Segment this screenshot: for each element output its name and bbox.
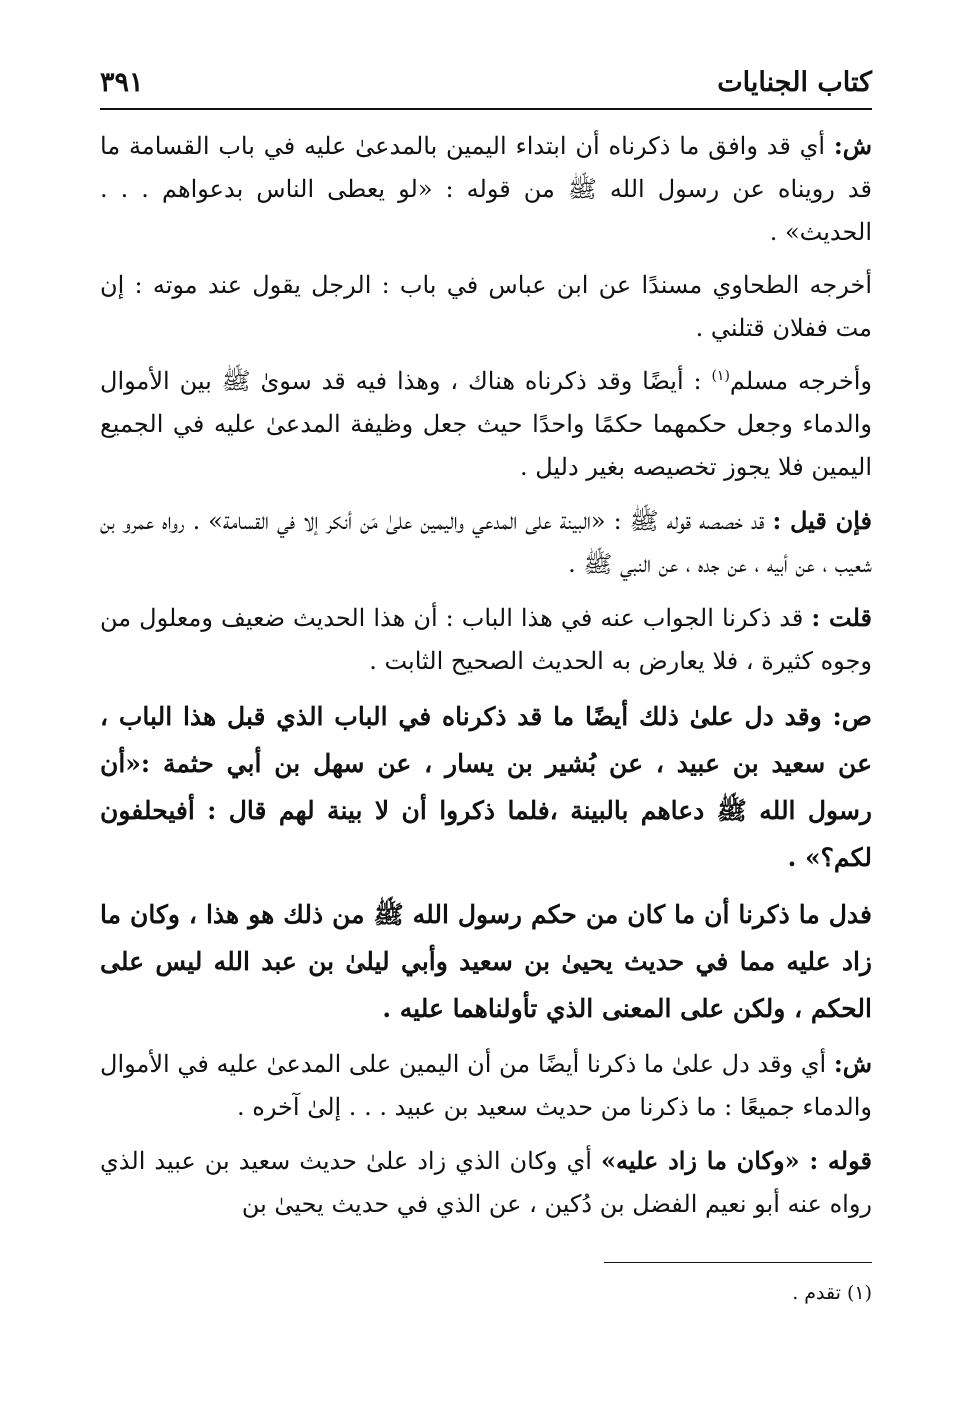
paragraph-lead: فإن قيل : — [772, 506, 872, 535]
paragraph-text: أي قد وافق ما ذكرناه أن ابتداء اليمين بالمدعىٰ عليه في باب القسامة ما قد رويناه عن رسول الله ﷺ من قوله : «لو يعطى الناس بدعواهم . . . الحديث» . — [100, 132, 872, 246]
paragraph-lead: ص: — [832, 702, 872, 731]
paragraph-reply — [100, 596, 872, 683]
paragraph-lead: قوله : «وكان ما زاد عليه» — [600, 1146, 872, 1175]
paragraph-text: وأخرجه مسلم — [729, 367, 872, 395]
paragraph-matn-2 — [100, 891, 872, 1032]
paragraph-text: أخرجه الطحاوي مسندًا عن ابن عباس في باب : الرجل يقول عند موته : إن مت ففلان قتلني . — [100, 271, 872, 342]
paragraph-text: أي وقد دل علىٰ ما ذكرنا أيضًا من أن اليمين على المدعىٰ عليه في الأموال والدماء جميعًا : ما ذكرنا من حديث سعيد بن عبيد . . . إلىٰ آخره . — [100, 1050, 872, 1121]
page-body — [100, 124, 872, 1226]
chapter-title: كتاب الجنايات — [717, 67, 872, 98]
paragraph-matn-1 — [100, 693, 872, 881]
paragraph-lead: قلت : — [811, 603, 872, 632]
footnote-rule — [604, 1262, 872, 1263]
paragraph-text: فدل ما ذكرنا أن ما كان من حكم رسول الله ﷺ من ذلك هو هذا ، وكان ما زاد عليه مما في حديث يحيىٰ بن سعيد وأبي ليلىٰ بن عبد الله ليس على الحكم ، ولكن على المعنى الذي تأولناهما عليه . — [100, 900, 872, 1023]
paragraph-qawluhu — [100, 1139, 872, 1226]
paragraph-muslim-source — [100, 360, 872, 489]
footnote-marker: (١) — [711, 368, 730, 384]
paragraph-lead: ش: — [833, 1049, 872, 1078]
paragraph-text: : أيضًا وقد ذكرناه هناك ، وهذا فيه قد سوىٰ ﷺ بين الأموال والدماء وجعل حكمهما حكمًا واحدًا حيث جعل وظيفة المدعىٰ عليه في الجميع اليمين فلا يجوز تخصيصه بغير دليل . — [100, 367, 872, 481]
paragraph-commentary-2 — [100, 1042, 872, 1129]
paragraph-text: قد ذكرنا الجواب عنه في هذا الباب : أن هذا الحديث ضعيف ومعلول من وجوه كثيرة ، فلا يعارض به الحديث الصحيح الثابت . — [100, 604, 872, 675]
paragraph-commentary-1 — [100, 124, 872, 254]
paragraph-text: وقد دل علىٰ ذلك أيضًا ما قد ذكرناه في الباب الذي قبل هذا الباب ، عن سعيد بن عبيد ، عن بُشير بن يسار ، عن سهل بن أبي حثمة :«أن رسول الله ﷺ دعاهم بالبينة ،فلما ذكروا أن لا بينة لهم قال : أفيحلفون لكم؟» . — [100, 702, 872, 872]
footnote: (١) تقدم . — [792, 1282, 872, 1304]
header-rule — [100, 108, 872, 110]
paragraph-tahawi-source — [100, 264, 872, 350]
paragraph-objection — [100, 499, 872, 586]
paragraph-lead: ش: — [833, 131, 872, 160]
paragraph-text: أي وكان الذي زاد علىٰ حديث سعيد بن عبيد الذي رواه عنه أبو نعيم الفضل بن دُكين ، عن الذي في حديث يحيىٰ بن — [100, 1147, 872, 1218]
paragraph-text: قد خصصه قوله ﷺ : «البينة على المدعي واليمين علىٰ مَن أنكر إلا في القسامة» . رواه عمرو بن شعيب ، عن أبيه ، عن جده ، عن النبي ﷺ . — [100, 507, 872, 578]
page-header — [100, 50, 872, 98]
page-number: ٣٩١ — [100, 67, 144, 98]
